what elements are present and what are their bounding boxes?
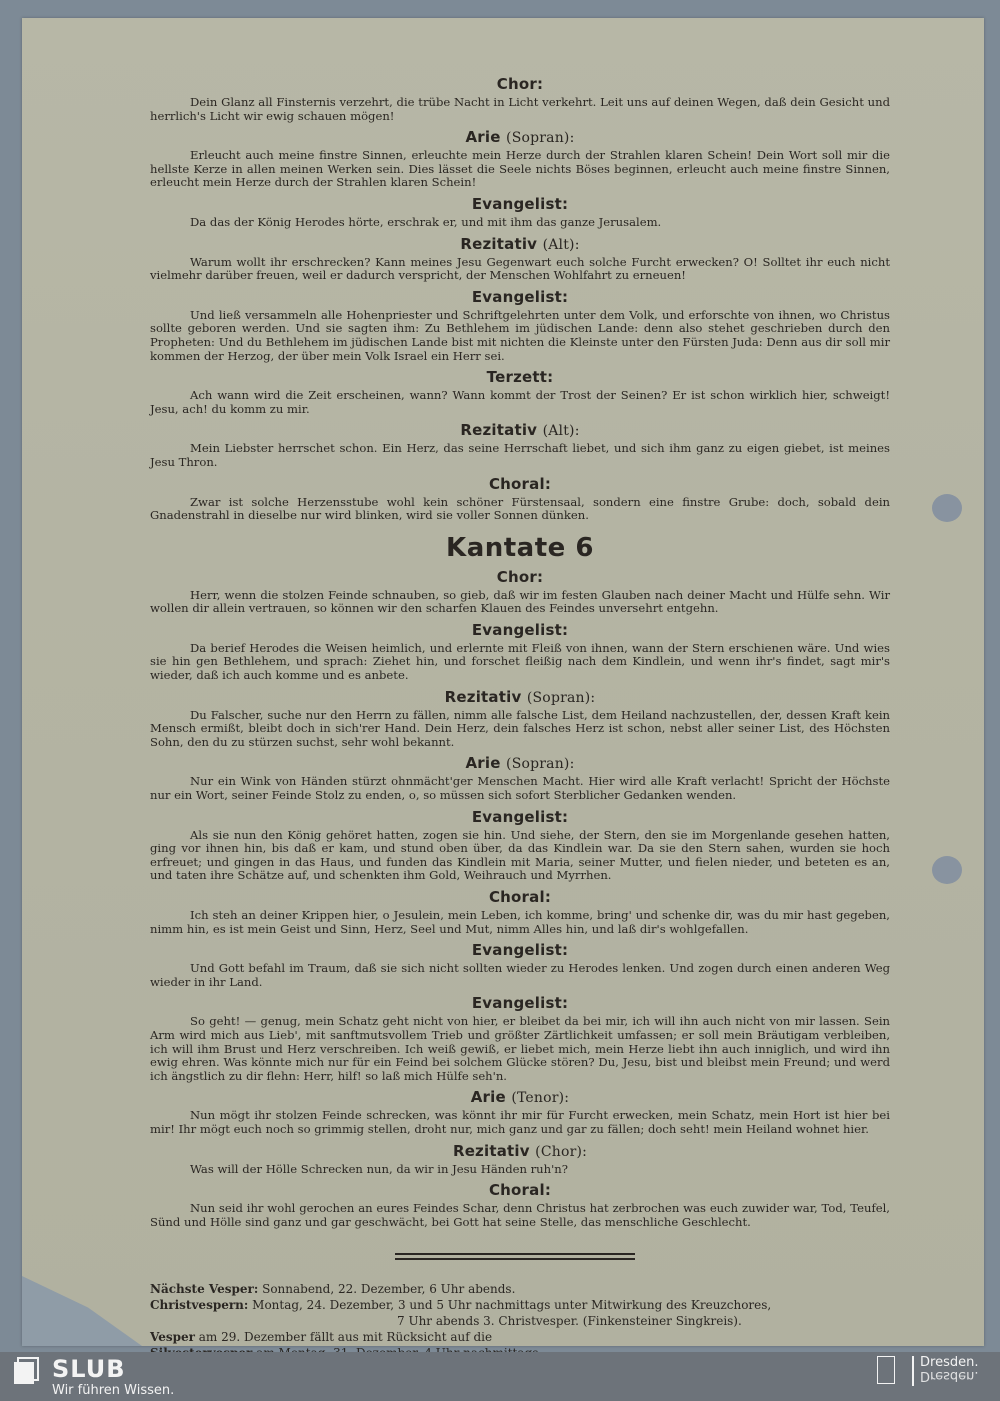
section-heading: Arie (Sopran): [465, 754, 575, 773]
slub-book-icon[interactable] [12, 1356, 40, 1386]
city-logo[interactable]: Dresden. Dresden. [920, 1355, 979, 1383]
divider-line [395, 1258, 635, 1260]
section-text: Nun seid ihr wohl gerochen an eures Feindes Schar, denn Christus hat zerbrochen was euch zuwider war, Tod, Teufel, Sünd und Hölle sind ganz und gar geschwächt, bei Gott hat seine Stelle, das menschliche Geschlecht. [150, 1201, 890, 1229]
section-heading: Rezitativ (Alt): [460, 421, 580, 440]
notice-christvespern: Christvespern: Montag, 24. Dezember, 3 und 5 Uhr nachmittags unter Mitwirkung des Kreuzchores, [150, 1298, 772, 1313]
section-heading: Choral: [488, 888, 552, 906]
section-heading: Evangelist: [471, 994, 569, 1013]
punch-hole [932, 856, 962, 884]
section-text: Als sie nun den König gehöret hatten, zogen sie hin. Und siehe, der Stern, den sie im Morgenlande gesehen hatten, ging vor ihnen hin, bis daß er kam, und stund oben über, da das Kindlein war. Da sie den Stern sahen, wurden sie hoch erfreuet; und gingen in das Haus, und funden das Kindlein mit Maria, seiner Mutter, und fielen nieder, und beteten es an, und taten ihre Schätze auf, und schenkten ihm Gold, Weihrauch und Myrrhen. [150, 827, 890, 883]
section-heading: Arie (Sopran): [465, 128, 575, 147]
document-text [150, 70, 890, 1361]
section-text: Und ließ versammeln alle Hohenpriester und Schriftgelehrten unter dem Volk, und erforschte von ihnen, wo Christus sollte geboren werden. Und sie sagten ihm: Zu Bethlehem im jüdischen Lande: denn also stehet geschrieben durch den Propheten: Und du Bethlehem im jüdischen Lande bist mit nichten die Kleinste unter den Fürsten Juda: Denn aus dir soll mir kommen der Herzog, der über mein Volk Israel ein Herr sei. [150, 307, 890, 363]
section-text: Mein Liebster herrschet schon. Ein Herz, das seine Herrschaft liebet, und sich ihm ganz zu eigen giebet, ist meines Jesu Thron. [150, 441, 890, 469]
section-heading: Rezitativ (Chor): [452, 1141, 588, 1160]
section-text: Du Falscher, suche nur den Herrn zu fällen, nimm alle falsche List, dem Heiland nachzustellen, der, dessen Kraft kein Mensch ermißt, bleibt doch in sich'rer Hand. Dein Herz, dein falsches Herz ist schon, nebst aller seiner List, des Höchsten Sohn, den du zu stürzen suchst, sehr wohl bekannt. [150, 707, 890, 749]
notice-christvespern-cont: 7 Uhr abends 3. Christvesper. (Finkensteiner Singkreis). [397, 1314, 742, 1329]
section-heading: Rezitativ (Sopran): [444, 687, 596, 706]
section-text: Zwar ist solche Herzensstube wohl kein schöner Fürstensaal, sondern eine finstre Grube: doch, sobald dein Gnadenstrahl in dieselbe nur wird blinken, wird sie voller Sonnen dünken. [150, 494, 890, 523]
section-text: Was will der Hölle Schrecken nun, da wir in Jesu Händen ruh'n? [190, 1161, 568, 1176]
notice-next-vesper: Nächste Vesper: Sonnabend, 22. Dezember, 6 Uhr abends. [150, 1282, 516, 1297]
section-heading: Evangelist: [471, 287, 569, 306]
city-separator [912, 1356, 914, 1386]
section-heading: Evangelist: [471, 941, 569, 960]
section-text: Ich steh an deiner Krippen hier, o Jesulein, mein Leben, ich komme, bring' und schenke dir, was du mir hast gegeben, nimm hin, es ist mein Geist und Sinn, Herz, Seel und Mut, nimm Alles hin, und laß dir's wohlgefallen. [150, 908, 890, 936]
section-heading: Rezitativ (Alt): [460, 234, 580, 253]
slub-logo-name[interactable]: SLUB [52, 1355, 126, 1383]
section-text: Da berief Herodes die Weisen heimlich, und erlernte mit Fleiß von ihnen, wann der Stern erschienen wäre. Und wies sie hin gen Bethlehem, und sprach: Ziehet hin, und forschet fleißig nach dem Kindlein, und wenn ihr's findet, sagt mir's wieder, daß ich auch komme und es anbete. [150, 640, 890, 683]
section-text: So geht! — genug, mein Schatz geht nicht von hier, er bleibet da bei mir, ich will ihn auch nicht von mir lassen. Sein Arm wird mich aus Lieb', mit sanftmutsvollem Trieb und größter Zärtlichkeit umfassen; er soll mein Bräutigam verbleiben, ich will ihm Brust und Herz verschreiben. Ich weiß gewiß, er liebet mich, mein Herze liebt ihn auch inniglich, und wird ihn ewig ehren. Was könnte mich nur für ein Feind bei solchem Glücke stören? Du, Jesu, bist und bleibst mein Freund; und werd ich ängstlich zu dir flehn: Herr, hilf! so laß mich Hülfe seh'n. [150, 1014, 890, 1083]
section-text: Herr, wenn die stolzen Feinde schnauben, so gieb, daß wir im festen Glauben nach deiner Macht und Hülfe sehn. Wir wollen dir allein vertrauen, so können wir den scharfen Klauen des Feindes unversehrt entgehn. [150, 587, 890, 616]
notice-vesper: Vesper am 29. Dezember fällt aus mit Rücksicht auf die [150, 1330, 493, 1345]
torn-corner [22, 1276, 142, 1346]
section-text: Dein Glanz all Finsternis verzehrt, die trübe Nacht in Licht verkehrt. Leit uns auf deinen Wegen, daß dein Gesicht und herrlich's Licht wir ewig schauen mögen! [150, 95, 890, 123]
section-text: Ach wann wird die Zeit erscheinen, wann? Wann kommt der Trost der Seinen? Er ist schon wirklich hier, schweigt! Jesu, ach! du komm zu mir. [150, 388, 890, 416]
section-text: Warum wollt ihr erschrecken? Kann meines Jesu Gegenwart euch solche Furcht erwecken? O! Solltet ihr euch nicht vielmehr darüber freuen, weil er dadurch verspricht, der Menschen Wohlfahrt zu erneuen! [150, 254, 890, 283]
section-heading: Evangelist: [471, 620, 569, 639]
section-heading: Chor: [496, 75, 544, 93]
notices [150, 1281, 890, 1361]
section-heading: Evangelist: [471, 807, 569, 826]
section-text: Nur ein Wink von Händen stürzt ohnmächt'ger Menschen Macht. Hier wird alle Kraft verlacht! Spricht der Höchste nur ein Wort, seiner Feinde Stolz zu enden, o, so müssen sich sofort Sterblicher Gedanken wenden. [150, 774, 890, 803]
kantate-title: Kantate 6 [446, 532, 594, 563]
section-heading: Evangelist: [471, 194, 569, 213]
dresden-crest-icon [877, 1356, 895, 1384]
divider-line [395, 1253, 635, 1255]
section-heading: Choral: [488, 1181, 552, 1200]
section-text: Und Gott befahl im Traum, daß sie sich nicht sollten wieder zu Herodes lenken. Und zogen durch einen anderen Weg wieder in ihr Land. [150, 961, 890, 989]
section-text: Nun mögt ihr stolzen Feinde schrecken, was könnt ihr mir für Furcht erwecken, mein Schatz, mein Hort ist hier bei mir! Ihr mögt euch noch so grimmig stellen, droht nur, mich ganz und gar zu fällen; doch seht! mein Heiland wohnet hier. [150, 1108, 890, 1136]
section-heading: Terzett: [486, 368, 554, 387]
section-heading: Chor: [496, 567, 544, 586]
section-text: Da das der König Herodes hörte, erschrak er, und mit ihm das ganze Jerusalem. [190, 214, 662, 229]
section-heading: Choral: [488, 474, 552, 493]
divider [150, 1247, 890, 1267]
punch-hole [932, 494, 962, 522]
slub-tagline: Wir führen Wissen. [52, 1383, 175, 1398]
section-heading: Arie (Tenor): [470, 1088, 570, 1107]
section-text: Erleucht auch meine finstre Sinnen, erleuchte mein Herze durch der Strahlen klaren Schein! Dein Wort soll mir die hellste Kerze in allen meinen Werken sein. Dies lässet die Seele nichts Böses beginnen, erleucht auch meine finstre Sinnen, erleucht mein Herze durch der Strahlen klaren Schein! [150, 148, 890, 190]
